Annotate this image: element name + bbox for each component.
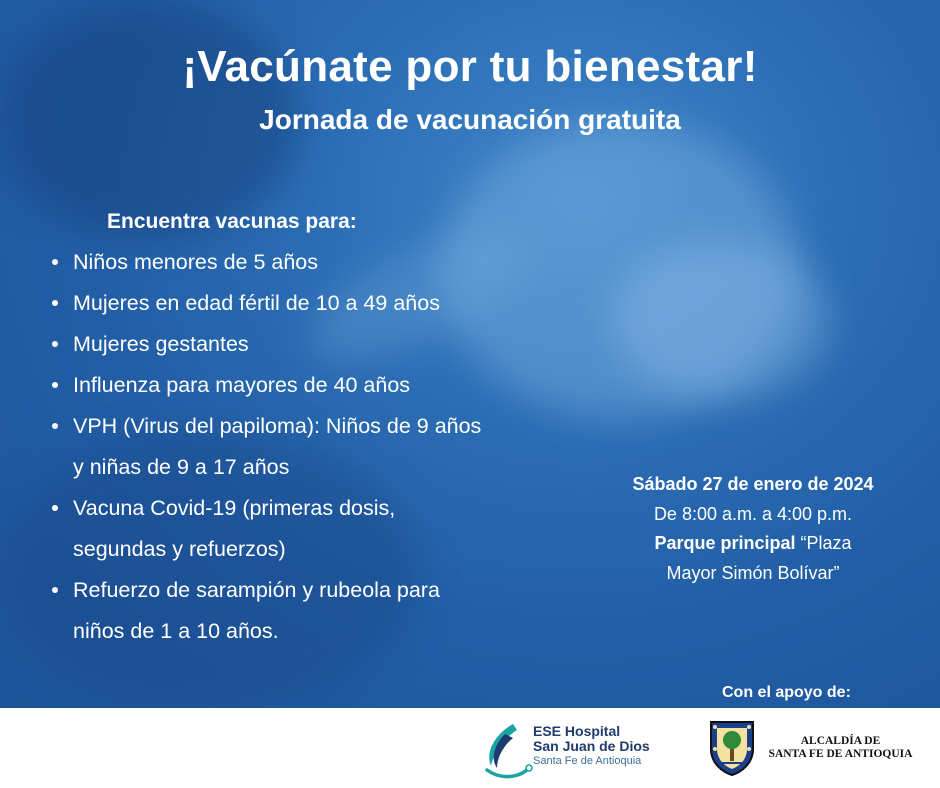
event-date: Sábado 27 de enero de 2024 bbox=[632, 474, 874, 494]
vaccine-list-heading: Encuentra vacunas para: bbox=[107, 210, 357, 233]
event-place bbox=[598, 529, 908, 559]
event-place-name: “Plaza bbox=[795, 533, 852, 553]
alcaldia-logo-text bbox=[758, 735, 923, 761]
list-item: Vacuna Covid-19 (primeras dosis, segundas y refuerzos) bbox=[52, 488, 482, 570]
alcaldia-line-1: ALCALDÍA DE bbox=[800, 735, 881, 747]
page-subtitle: Jornada de vacunación gratuita bbox=[259, 104, 681, 135]
list-item: Niños menores de 5 años bbox=[52, 242, 482, 283]
hospital-name-2: San Juan de Dios bbox=[533, 738, 650, 754]
event-time: De 8:00 a.m. a 4:00 p.m. bbox=[653, 503, 853, 524]
vaccine-list bbox=[52, 242, 482, 652]
list-item: Mujeres gestantes bbox=[52, 324, 482, 365]
list-item: Refuerzo de sarampión y rubeola para niños de 1 a 10 años. bbox=[52, 570, 482, 652]
event-place-label: Parque principal bbox=[654, 533, 796, 553]
hospital-name-1: ESE Hospital bbox=[533, 723, 621, 739]
support-label: Con el apoyo de: bbox=[722, 684, 851, 701]
list-item: VPH (Virus del papiloma): Niños de 9 años y niñas de 9 a 17 años bbox=[52, 406, 482, 488]
page-title: ¡Vacúnate por tu bienestar! bbox=[182, 42, 758, 91]
event-info bbox=[598, 470, 908, 588]
alcaldia-shield-icon bbox=[708, 719, 756, 777]
alcaldia-line-2: SANTA FE DE ANTIOQUIA bbox=[768, 748, 913, 760]
list-item: Mujeres en edad fértil de 10 a 49 años bbox=[52, 283, 482, 324]
hospital-logo-text bbox=[533, 724, 650, 768]
event-place-name-cont: Mayor Simón Bolívar” bbox=[666, 562, 840, 583]
hospital-location: Santa Fe de Antioquia bbox=[533, 755, 642, 767]
list-item: Influenza para mayores de 40 años bbox=[52, 365, 482, 406]
hospital-logo-icon bbox=[483, 720, 533, 780]
